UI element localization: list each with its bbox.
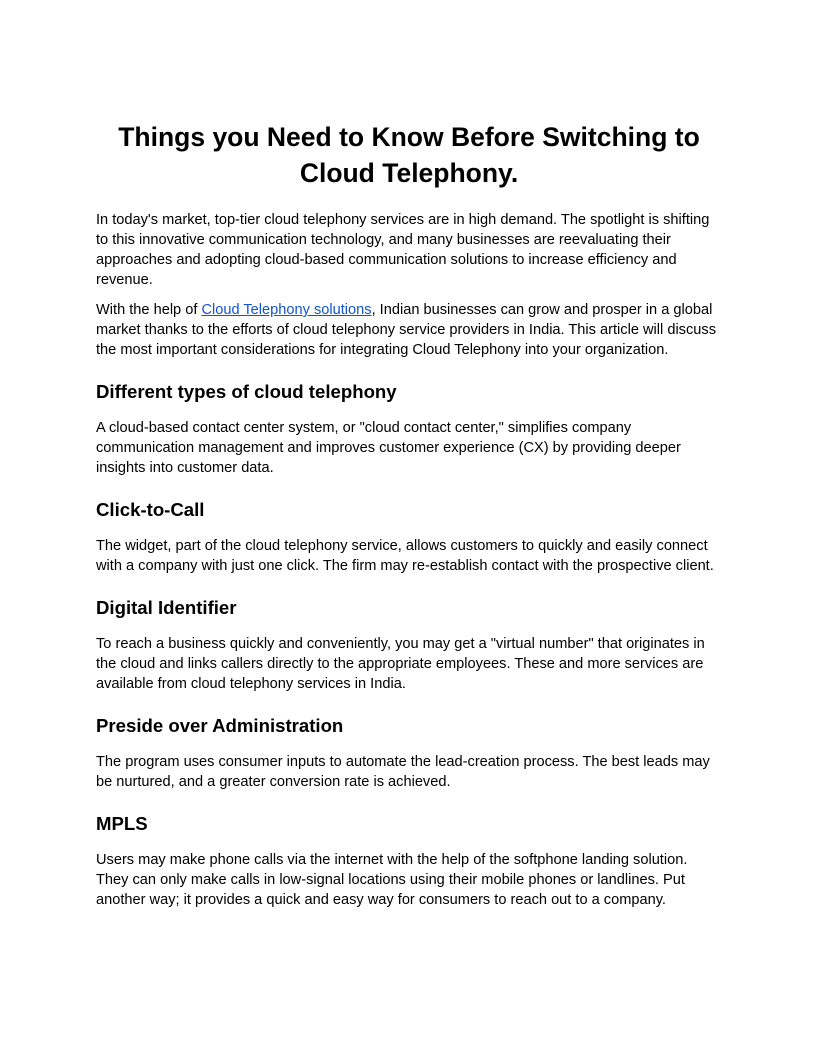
document-title: Things you Need to Know Before Switching to Cloud Telephony.	[118, 122, 700, 188]
section-heading-administration: Preside over Administration	[96, 715, 344, 736]
section-heading-click-to-call: Click-to-Call	[96, 499, 205, 520]
section-body-digital-identifier: To reach a business quickly and conveniently, you may get a "virtual number" that originates in the cloud and links callers directly to the appropriate employees. These and more services are available from cloud telephony services in India.	[96, 636, 705, 692]
section-heading-mpls: MPLS	[96, 813, 148, 834]
intro-paragraph: In today's market, top-tier cloud telephony services are in high demand. The spotlight is shifting to this innovative communication technology, and many businesses are reevaluating their approaches and adopting cloud-based communication solutions to increase efficiency and revenue.	[96, 212, 710, 288]
section-heading-types: Different types of cloud telephony	[96, 381, 397, 402]
intro-text-before-link: With the help of	[96, 302, 202, 318]
intro-paragraph-with-link	[96, 300, 722, 360]
section-heading-digital-identifier: Digital Identifier	[96, 597, 237, 618]
section-body-types: A cloud-based contact center system, or "cloud contact center," simplifies company communication management and improves customer experience (CX) by providing deeper insights into customer data.	[96, 420, 681, 476]
document-page	[96, 119, 722, 920]
cloud-telephony-solutions-link[interactable]: Cloud Telephony solutions	[201, 302, 372, 318]
section-body-administration: The program uses consumer inputs to automate the lead-creation process. The best leads may be nurtured, and a greater conversion rate is achieved.	[96, 754, 710, 790]
section-body-click-to-call: The widget, part of the cloud telephony service, allows customers to quickly and easily connect with a company with just one click. The firm may re-establish contact with the prospective client.	[96, 538, 714, 574]
section-body-mpls: Users may make phone calls via the internet with the help of the softphone landing solution. They can only make calls in low-signal locations using their mobile phones or landlines. Put another way; it provides a quick and easy way for consumers to reach out to a company.	[96, 852, 688, 908]
intro-text-after-link: , Indian businesses can grow and prosper in a global market thanks to the efforts of cloud telephony service providers in India. This article will discuss the most important considerations for integrating Cloud Telephony into your organization.	[96, 302, 716, 358]
